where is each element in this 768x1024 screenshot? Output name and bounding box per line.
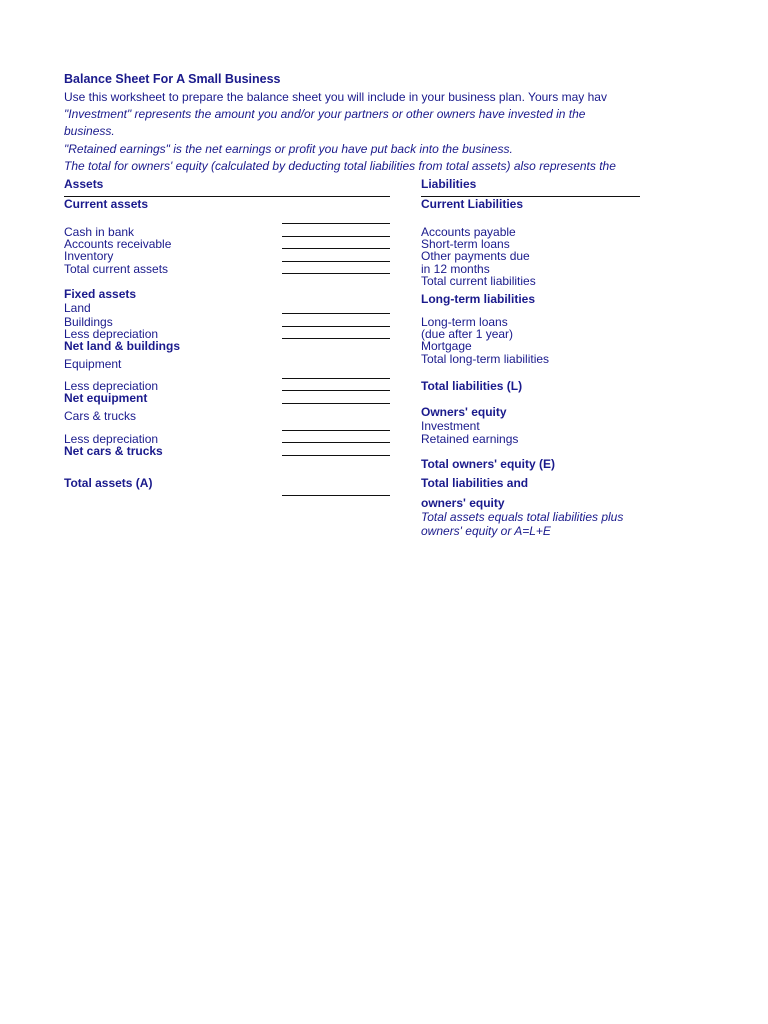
fixed-assets-header: Fixed assets xyxy=(64,287,137,301)
total-liabilities-label: Total liabilities (L) xyxy=(421,379,523,393)
retained-earnings-label: Retained earnings xyxy=(421,432,519,446)
land-entry-line xyxy=(282,313,390,314)
due-after-1-year-label: (due after 1 year) xyxy=(421,327,514,341)
net-land-buildings-label: Net land & buildings xyxy=(64,339,180,353)
less-depreciation-label: Less depreciation xyxy=(64,379,159,393)
net-equipment-label: Net equipment xyxy=(64,391,148,405)
total-long-term-liabilities-label: Total long-term liabilities xyxy=(421,352,550,366)
total-current-liabilities-label: Total current liabilities xyxy=(421,274,536,288)
equipment-entry-line xyxy=(282,378,390,379)
owners-equity-header: Owners' equity xyxy=(421,405,507,419)
long-term-liabilities-header: Long-term liabilities xyxy=(421,292,536,306)
land-label: Land xyxy=(64,301,91,315)
total-assets-label: Total assets (A) xyxy=(64,476,153,490)
less-depreciation-entry-line xyxy=(282,390,390,391)
less-depreciation-entry-line xyxy=(282,338,390,339)
less-depreciation-label: Less depreciation xyxy=(64,432,159,446)
total-assets-entry-line xyxy=(282,495,390,496)
total-liabilities-equity-label: owners' equity xyxy=(421,496,505,510)
equipment-label: Equipment xyxy=(64,357,122,371)
less-depreciation-entry-line xyxy=(282,442,390,443)
accounts-receivable-label: Accounts receivable xyxy=(64,237,172,251)
long-term-loans-label: Long-term loans xyxy=(421,315,508,329)
current-assets-header: Current assets xyxy=(64,197,149,211)
cars-trucks-entry-line xyxy=(282,430,390,431)
intro-line: "Retained earnings" is the net earnings or profit you have put back into the business. xyxy=(64,142,513,156)
equation-note: owners' equity or A=L+E xyxy=(421,524,551,538)
equation-note: Total assets equals total liabilities plus xyxy=(421,510,624,524)
total-liabilities-equity-label: Total liabilities and xyxy=(421,476,529,490)
buildings-entry-line xyxy=(282,326,390,327)
page-title: Balance Sheet For A Small Business xyxy=(64,72,281,86)
accounts-receivable-entry-line xyxy=(282,248,390,249)
net-cars-trucks-label: Net cars & trucks xyxy=(64,444,163,458)
intro-line: "Investment" represents the amount you and/or your partners or other owners have invested in the xyxy=(64,107,586,121)
net-equipment-entry-line xyxy=(282,403,390,404)
investment-label: Investment xyxy=(421,419,480,433)
other-payments-due-label: Other payments due xyxy=(421,249,530,263)
current-liabilities-header: Current Liabilities xyxy=(421,197,524,211)
total-current-assets-entry-line xyxy=(282,273,390,274)
entry-line xyxy=(282,223,390,224)
cash-in-bank-entry-line xyxy=(282,236,390,237)
total-current-assets-label: Total current assets xyxy=(64,262,169,276)
cars-trucks-label: Cars & trucks xyxy=(64,409,137,423)
buildings-label: Buildings xyxy=(64,315,113,329)
mortgage-label: Mortgage xyxy=(421,339,472,353)
in-12-months-label: in 12 months xyxy=(421,262,490,276)
total-owners-equity-label: Total owners' equity (E) xyxy=(421,457,555,471)
inventory-entry-line xyxy=(282,261,390,262)
assets-header: Assets xyxy=(64,177,104,191)
inventory-label: Inventory xyxy=(64,249,114,263)
accounts-payable-label: Accounts payable xyxy=(421,225,516,239)
less-depreciation-label: Less depreciation xyxy=(64,327,159,341)
cash-in-bank-label: Cash in bank xyxy=(64,225,135,239)
short-term-loans-label: Short-term loans xyxy=(421,237,510,251)
intro-line: Use this worksheet to prepare the balance sheet you will include in your business plan. Yours may hav xyxy=(64,90,607,104)
net-cars-trucks-entry-line xyxy=(282,455,390,456)
intro-line: business. xyxy=(64,124,115,138)
liabilities-header: Liabilities xyxy=(421,177,477,191)
intro-line: The total for owners' equity (calculated by deducting total liabilities from total assets) also represents the xyxy=(64,159,616,173)
